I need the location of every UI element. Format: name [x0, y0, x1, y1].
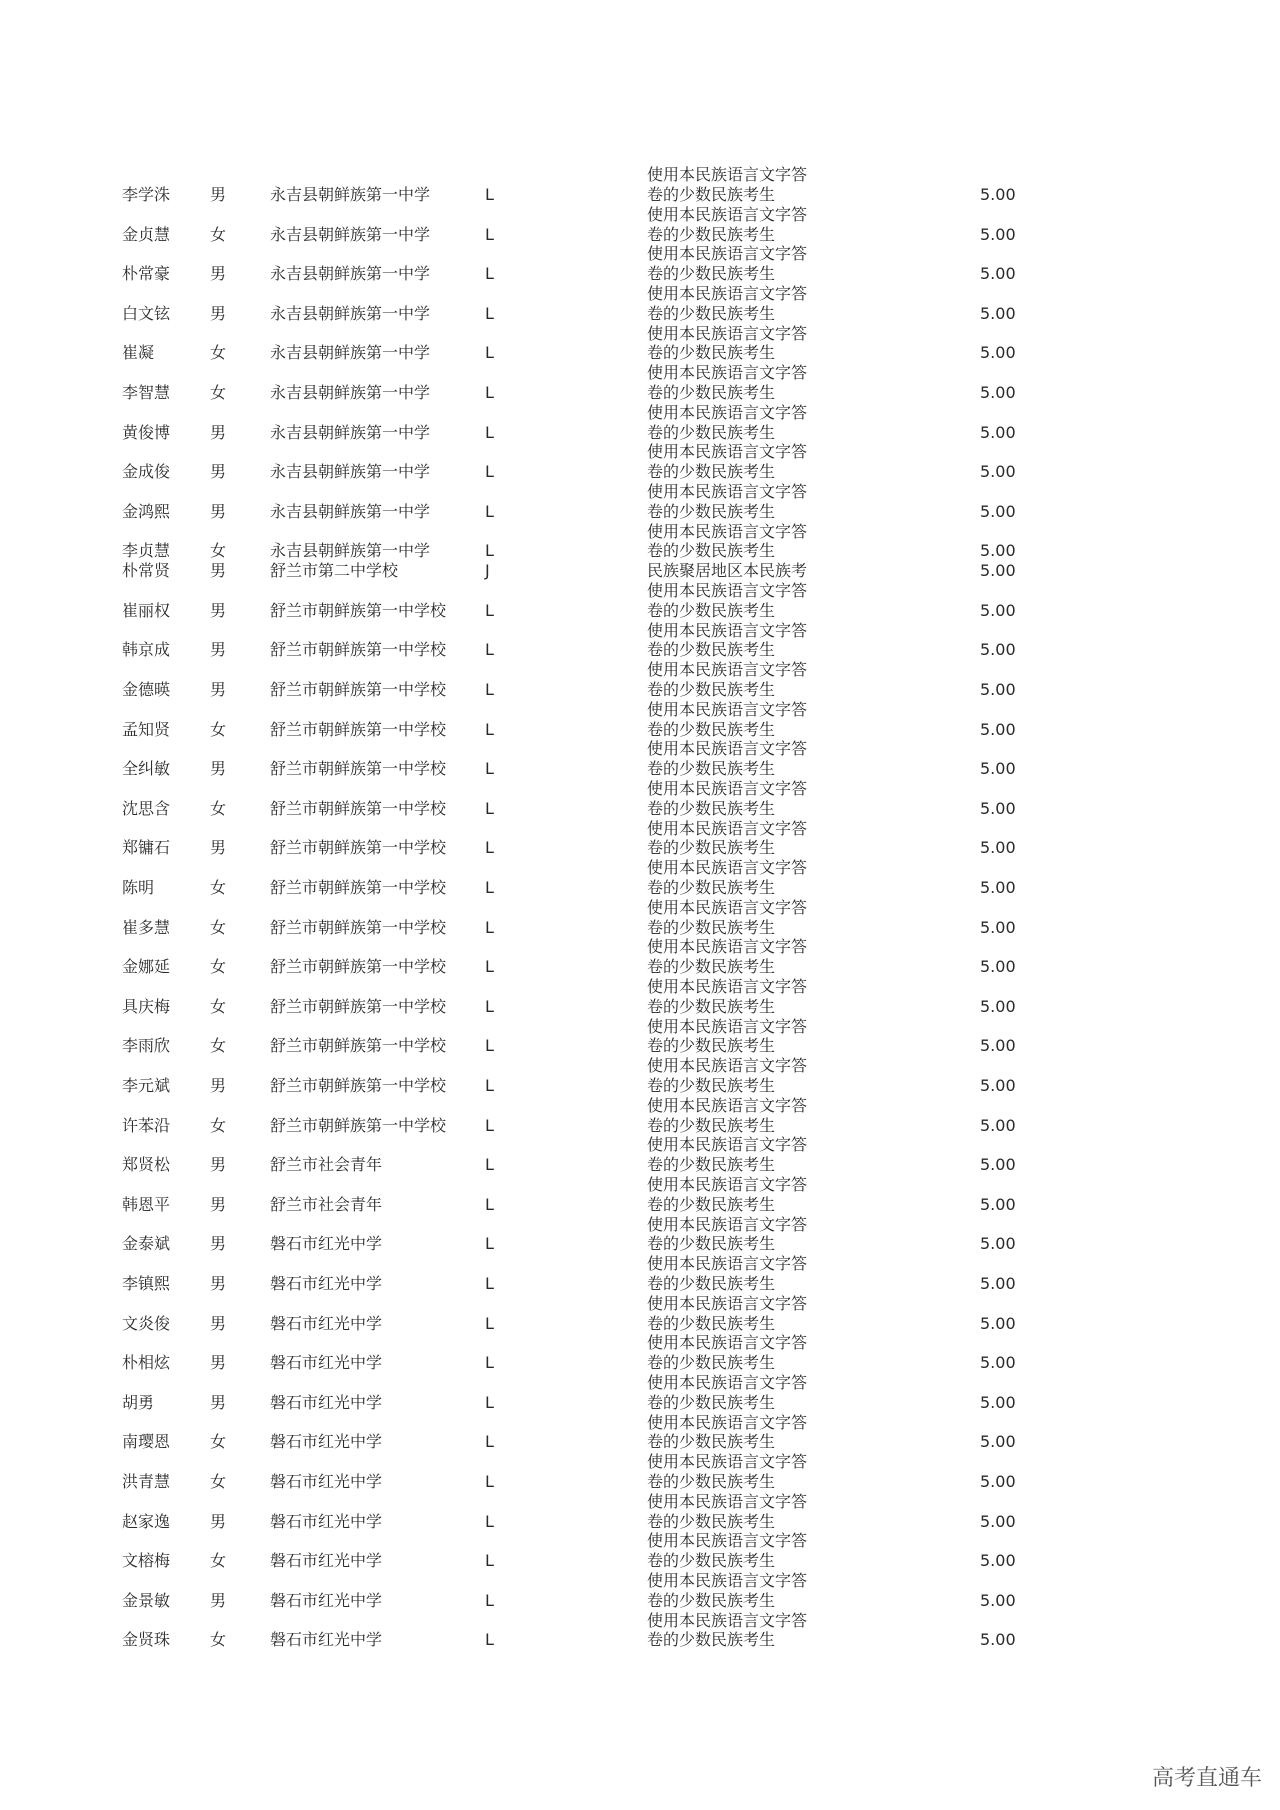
- student-gender: 男: [210, 303, 227, 323]
- student-gender: 男: [210, 462, 227, 482]
- category-code: L: [485, 501, 494, 521]
- bonus-score: 5.00: [980, 501, 1016, 521]
- bonus-score: 5.00: [980, 680, 1016, 699]
- student-gender: 男: [210, 185, 227, 204]
- student-school: 永吉县朝鲜族第一中学: [270, 224, 431, 244]
- student-gender: 男: [210, 561, 227, 581]
- category-line-1: 使用本民族语言文字答: [647, 204, 808, 224]
- student-school: 磐石市红光中学: [270, 1392, 383, 1412]
- category-line-1: 使用本民族语言文字答: [647, 858, 808, 878]
- student-name: 金成俊: [122, 462, 171, 482]
- category-line-2: 卷的少数民族考生: [647, 1551, 776, 1571]
- category-line-2: 卷的少数民族考生: [647, 224, 776, 244]
- student-name: 金德暎: [122, 680, 171, 699]
- category-line-2: 卷的少数民族考生: [647, 1590, 776, 1610]
- student-gender: 男: [210, 1353, 227, 1373]
- category-line-2: 卷的少数民族考生: [647, 501, 776, 521]
- category-line-2: 卷的少数民族考生: [647, 878, 776, 897]
- student-gender: 男: [210, 1234, 227, 1254]
- student-gender: 女: [210, 1551, 227, 1571]
- category-line-2: 卷的少数民族考生: [647, 1194, 776, 1214]
- student-name: 李学洙: [122, 185, 171, 204]
- category-line-1: 使用本民族语言文字答: [647, 1254, 808, 1274]
- watermark-logo: 高考直通车: [1151, 1766, 1262, 1791]
- student-school: 舒兰市朝鲜族第一中学校: [270, 759, 447, 779]
- student-gender: 男: [210, 1155, 227, 1175]
- student-gender: 男: [210, 1274, 227, 1293]
- category-line-2: 卷的少数民族考生: [647, 1472, 776, 1491]
- student-school: 舒兰市朝鲜族第一中学校: [270, 600, 447, 620]
- category-line-2: 卷的少数民族考生: [647, 957, 776, 977]
- student-school: 舒兰市朝鲜族第一中学校: [270, 957, 447, 977]
- student-school: 舒兰市朝鲜族第一中学校: [270, 878, 447, 897]
- bonus-score: 5.00: [980, 600, 1016, 620]
- category-line-1: 使用本民族语言文字答: [647, 1135, 808, 1155]
- student-school: 舒兰市朝鲜族第一中学校: [270, 1036, 447, 1056]
- student-name: 文榕梅: [122, 1551, 171, 1571]
- student-gender: 男: [210, 1076, 227, 1095]
- bonus-score: 5.00: [980, 640, 1016, 660]
- category-line-2: 卷的少数民族考生: [647, 1432, 776, 1452]
- student-name: 黄俊博: [122, 422, 171, 442]
- category-code: L: [485, 917, 494, 937]
- student-gender: 男: [210, 264, 227, 284]
- student-name: 许苯沿: [122, 1115, 171, 1135]
- category-line-2: 卷的少数民族考生: [647, 1274, 776, 1293]
- student-name: 沈思含: [122, 798, 171, 818]
- student-gender: 男: [210, 501, 227, 521]
- category-line-1: 使用本民族语言文字答: [647, 284, 808, 303]
- category-line-1: 使用本民族语言文字答: [647, 739, 808, 759]
- category-code: L: [485, 1076, 494, 1095]
- bonus-score: 5.00: [980, 303, 1016, 323]
- category-line-2: 卷的少数民族考生: [647, 759, 776, 779]
- student-school: 永吉县朝鲜族第一中学: [270, 501, 431, 521]
- category-line-1: 使用本民族语言文字答: [647, 1610, 808, 1630]
- student-school: 舒兰市朝鲜族第一中学校: [270, 838, 447, 858]
- student-gender: 男: [210, 1511, 227, 1531]
- category-line-1: 使用本民族语言文字答: [647, 1491, 808, 1511]
- category-line-1: 使用本民族语言文字答: [647, 897, 808, 917]
- category-code: L: [485, 1353, 494, 1373]
- category-code: L: [485, 1115, 494, 1135]
- category-line-1: 使用本民族语言文字答: [647, 699, 808, 719]
- student-name: 金贤珠: [122, 1630, 171, 1650]
- student-school: 舒兰市朝鲜族第一中学校: [270, 719, 447, 739]
- student-school: 磐石市红光中学: [270, 1511, 383, 1531]
- category-line-1: 使用本民族语言文字答: [647, 937, 808, 957]
- category-line-2: 卷的少数民族考生: [647, 343, 776, 363]
- category-line-1: 使用本民族语言文字答: [647, 1531, 808, 1551]
- bonus-score: 5.00: [980, 1115, 1016, 1135]
- category-code: L: [485, 462, 494, 482]
- bonus-score: 5.00: [980, 541, 1016, 561]
- category-code: J: [485, 561, 490, 581]
- category-line-2: 卷的少数民族考生: [647, 798, 776, 818]
- category-line-2: 卷的少数民族考生: [647, 1115, 776, 1135]
- bonus-score: 5.00: [980, 1313, 1016, 1333]
- student-name: 具庆梅: [122, 996, 171, 1016]
- student-name: 胡勇: [122, 1392, 155, 1412]
- student-school: 舒兰市朝鲜族第一中学校: [270, 1076, 447, 1095]
- bonus-score: 5.00: [980, 759, 1016, 779]
- category-code: L: [485, 600, 494, 620]
- student-name: 朴相炫: [122, 1353, 171, 1373]
- student-name: 崔多慧: [122, 917, 171, 937]
- category-line-1: 使用本民族语言文字答: [647, 402, 808, 422]
- student-name: 崔凝: [122, 343, 155, 363]
- bonus-score: 5.00: [980, 917, 1016, 937]
- student-name: 孟知贤: [122, 719, 171, 739]
- category-line-2: 卷的少数民族考生: [647, 680, 776, 699]
- category-line-2: 卷的少数民族考生: [647, 1036, 776, 1056]
- category-line-1: 使用本民族语言文字答: [647, 620, 808, 640]
- student-school: 永吉县朝鲜族第一中学: [270, 264, 431, 284]
- category-line-2: 卷的少数民族考生: [647, 185, 776, 204]
- bonus-score: 5.00: [980, 996, 1016, 1016]
- category-line-2: 卷的少数民族考生: [647, 541, 776, 561]
- student-name: 文炎俊: [122, 1313, 171, 1333]
- category-line-1: 使用本民族语言文字答: [647, 442, 808, 462]
- student-name: 金贞慧: [122, 224, 171, 244]
- category-code: L: [485, 224, 494, 244]
- student-gender: 男: [210, 422, 227, 442]
- student-school: 永吉县朝鲜族第一中学: [270, 303, 431, 323]
- bonus-score: 5.00: [980, 1392, 1016, 1412]
- bonus-score: 5.00: [980, 1472, 1016, 1491]
- bonus-score: 5.00: [980, 957, 1016, 977]
- student-gender: 男: [210, 680, 227, 699]
- category-code: L: [485, 1036, 494, 1056]
- student-name: 李贞慧: [122, 541, 171, 561]
- bonus-score: 5.00: [980, 224, 1016, 244]
- category-line-2: 卷的少数民族考生: [647, 600, 776, 620]
- student-gender: 女: [210, 343, 227, 363]
- category-line-2: 卷的少数民族考生: [647, 1630, 776, 1650]
- category-code: L: [485, 1432, 494, 1452]
- category-line-2: 卷的少数民族考生: [647, 838, 776, 858]
- student-name: 金娜延: [122, 957, 171, 977]
- category-line-1: 使用本民族语言文字答: [647, 1214, 808, 1234]
- student-school: 舒兰市社会青年: [270, 1155, 383, 1175]
- student-school: 磐石市红光中学: [270, 1551, 383, 1571]
- student-name: 韩恩平: [122, 1194, 171, 1214]
- category-line-1: 使用本民族语言文字答: [647, 1333, 808, 1353]
- student-school: 磐石市红光中学: [270, 1472, 383, 1491]
- student-gender: 女: [210, 224, 227, 244]
- category-line-1: 使用本民族语言文字答: [647, 1452, 808, 1472]
- category-line-2: 卷的少数民族考生: [647, 303, 776, 323]
- category-line-1: 使用本民族语言文字答: [647, 244, 808, 264]
- category-line-1: 使用本民族语言文字答: [647, 1016, 808, 1036]
- category-line-1: 使用本民族语言文字答: [647, 482, 808, 501]
- category-code: L: [485, 1472, 494, 1491]
- category-line-2: 卷的少数民族考生: [647, 462, 776, 482]
- student-school: 磐石市红光中学: [270, 1274, 383, 1293]
- bonus-score: 5.00: [980, 1630, 1016, 1650]
- bonus-score: 5.00: [980, 264, 1016, 284]
- category-code: L: [485, 303, 494, 323]
- category-code: L: [485, 541, 494, 561]
- bonus-score: 5.00: [980, 878, 1016, 897]
- bonus-score: 5.00: [980, 798, 1016, 818]
- category-code: L: [485, 838, 494, 858]
- student-school: 舒兰市朝鲜族第一中学校: [270, 680, 447, 699]
- student-gender: 女: [210, 1432, 227, 1452]
- student-school: 磐石市红光中学: [270, 1353, 383, 1373]
- student-name: 李智慧: [122, 383, 171, 402]
- category-line-2: 卷的少数民族考生: [647, 264, 776, 284]
- student-school: 舒兰市朝鲜族第一中学校: [270, 798, 447, 818]
- category-code: L: [485, 878, 494, 897]
- student-school: 永吉县朝鲜族第一中学: [270, 541, 431, 561]
- category-code: L: [485, 383, 494, 402]
- bonus-score: 5.00: [980, 1234, 1016, 1254]
- category-code: L: [485, 1155, 494, 1175]
- category-code: L: [485, 1313, 494, 1333]
- bonus-score: 5.00: [980, 1590, 1016, 1610]
- student-gender: 男: [210, 1392, 227, 1412]
- student-gender: 女: [210, 383, 227, 402]
- category-code: L: [485, 798, 494, 818]
- student-name: 金景敏: [122, 1590, 171, 1610]
- student-school: 磐石市红光中学: [270, 1630, 383, 1650]
- category-code: L: [485, 1590, 494, 1610]
- category-line-1: 使用本民族语言文字答: [647, 1293, 808, 1313]
- student-name: 郑镛石: [122, 838, 171, 858]
- student-gender: 女: [210, 541, 227, 561]
- category-line-2: 卷的少数民族考生: [647, 719, 776, 739]
- category-line-1: 使用本民族语言文字答: [647, 1412, 808, 1432]
- category-code: L: [485, 264, 494, 284]
- category-line-2: 卷的少数民族考生: [647, 996, 776, 1016]
- category-code: L: [485, 759, 494, 779]
- category-line-2: 卷的少数民族考生: [647, 1511, 776, 1531]
- student-school: 舒兰市朝鲜族第一中学校: [270, 640, 447, 660]
- bonus-score: 5.00: [980, 1274, 1016, 1293]
- bonus-score: 5.00: [980, 1432, 1016, 1452]
- student-name: 韩京成: [122, 640, 171, 660]
- student-gender: 女: [210, 1472, 227, 1491]
- category-line-2: 卷的少数民族考生: [647, 1076, 776, 1095]
- student-gender: 女: [210, 917, 227, 937]
- bonus-score: 5.00: [980, 1353, 1016, 1373]
- category-code: L: [485, 719, 494, 739]
- category-code: L: [485, 1630, 494, 1650]
- category-line-1: 使用本民族语言文字答: [647, 1373, 808, 1392]
- category-line-2: 卷的少数民族考生: [647, 640, 776, 660]
- category-line-1: 使用本民族语言文字答: [647, 363, 808, 383]
- student-school: 磐石市红光中学: [270, 1432, 383, 1452]
- student-gender: 女: [210, 1036, 227, 1056]
- student-name: 陈明: [122, 878, 155, 897]
- category-code: L: [485, 680, 494, 699]
- category-line-1: 使用本民族语言文字答: [647, 521, 808, 541]
- bonus-score: 5.00: [980, 343, 1016, 363]
- category-code: L: [485, 996, 494, 1016]
- student-school: 永吉县朝鲜族第一中学: [270, 383, 431, 402]
- student-school: 舒兰市第二中学校: [270, 561, 399, 581]
- bonus-score: 5.00: [980, 185, 1016, 204]
- student-name: 金泰斌: [122, 1234, 171, 1254]
- student-school: 磐石市红光中学: [270, 1590, 383, 1610]
- category-line-1: 使用本民族语言文字答: [647, 977, 808, 996]
- student-name: 赵家逸: [122, 1511, 171, 1531]
- category-line-2: 卷的少数民族考生: [647, 383, 776, 402]
- bonus-score: 5.00: [980, 838, 1016, 858]
- category-line-1: 使用本民族语言文字答: [647, 779, 808, 798]
- category-code: L: [485, 1234, 494, 1254]
- category-line-2: 卷的少数民族考生: [647, 1155, 776, 1175]
- student-gender: 男: [210, 600, 227, 620]
- category-line-1: 使用本民族语言文字答: [647, 818, 808, 838]
- bonus-score: 5.00: [980, 1194, 1016, 1214]
- bonus-score: 5.00: [980, 462, 1016, 482]
- category-line-2: 卷的少数民族考生: [647, 1234, 776, 1254]
- bonus-score: 5.00: [980, 1155, 1016, 1175]
- category-code: L: [485, 1194, 494, 1214]
- category-line-1: 民族聚居地区本民族考: [647, 561, 808, 581]
- category-code: L: [485, 957, 494, 977]
- category-code: L: [485, 640, 494, 660]
- category-code: L: [485, 343, 494, 363]
- student-gender: 女: [210, 719, 227, 739]
- bonus-score: 5.00: [980, 383, 1016, 402]
- student-gender: 女: [210, 996, 227, 1016]
- category-line-1: 使用本民族语言文字答: [647, 1056, 808, 1076]
- student-school: 舒兰市朝鲜族第一中学校: [270, 1115, 447, 1135]
- student-gender: 女: [210, 1630, 227, 1650]
- student-gender: 女: [210, 878, 227, 897]
- student-school: 舒兰市朝鲜族第一中学校: [270, 917, 447, 937]
- bonus-score: 5.00: [980, 1511, 1016, 1531]
- category-line-1: 使用本民族语言文字答: [647, 581, 808, 600]
- student-gender: 女: [210, 1115, 227, 1135]
- bonus-score: 5.00: [980, 719, 1016, 739]
- category-line-1: 使用本民族语言文字答: [647, 1571, 808, 1590]
- category-line-1: 使用本民族语言文字答: [647, 323, 808, 343]
- category-code: L: [485, 422, 494, 442]
- student-school: 永吉县朝鲜族第一中学: [270, 185, 431, 204]
- student-name: 李元斌: [122, 1076, 171, 1095]
- student-gender: 男: [210, 838, 227, 858]
- category-code: L: [485, 1551, 494, 1571]
- student-name: 南璎恩: [122, 1432, 171, 1452]
- student-gender: 女: [210, 957, 227, 977]
- student-school: 磐石市红光中学: [270, 1234, 383, 1254]
- category-code: L: [485, 1392, 494, 1412]
- student-school: 永吉县朝鲜族第一中学: [270, 422, 431, 442]
- student-school: 磐石市红光中学: [270, 1313, 383, 1333]
- bonus-score: 5.00: [980, 1036, 1016, 1056]
- student-gender: 女: [210, 798, 227, 818]
- category-line-2: 卷的少数民族考生: [647, 1392, 776, 1412]
- student-gender: 男: [210, 640, 227, 660]
- category-code: L: [485, 185, 494, 204]
- student-name: 李镇熙: [122, 1274, 171, 1293]
- student-name: 李雨欣: [122, 1036, 171, 1056]
- category-line-2: 卷的少数民族考生: [647, 917, 776, 937]
- student-name: 崔丽权: [122, 600, 171, 620]
- student-gender: 男: [210, 759, 227, 779]
- student-school: 舒兰市朝鲜族第一中学校: [270, 996, 447, 1016]
- category-line-2: 卷的少数民族考生: [647, 1353, 776, 1373]
- category-line-1: 使用本民族语言文字答: [647, 1095, 808, 1115]
- category-code: L: [485, 1511, 494, 1531]
- category-code: L: [485, 1274, 494, 1293]
- student-name: 金鸿熙: [122, 501, 171, 521]
- student-gender: 男: [210, 1590, 227, 1610]
- student-name: 白文铉: [122, 303, 171, 323]
- category-line-1: 使用本民族语言文字答: [647, 1175, 808, 1194]
- student-school: 永吉县朝鲜族第一中学: [270, 343, 431, 363]
- student-name: 朴常贤: [122, 561, 171, 581]
- category-line-1: 使用本民族语言文字答: [647, 660, 808, 680]
- student-name: 朴常豪: [122, 264, 171, 284]
- student-school: 舒兰市社会青年: [270, 1194, 383, 1214]
- bonus-score: 5.00: [980, 422, 1016, 442]
- bonus-score: 5.00: [980, 561, 1016, 581]
- bonus-score: 5.00: [980, 1076, 1016, 1095]
- category-line-2: 卷的少数民族考生: [647, 1313, 776, 1333]
- category-line-2: 卷的少数民族考生: [647, 422, 776, 442]
- category-line-1: 使用本民族语言文字答: [647, 165, 808, 185]
- student-name: 郑贤松: [122, 1155, 171, 1175]
- bonus-score: 5.00: [980, 1551, 1016, 1571]
- student-name: 洪青慧: [122, 1472, 171, 1491]
- student-gender: 男: [210, 1194, 227, 1214]
- student-school: 永吉县朝鲜族第一中学: [270, 462, 431, 482]
- student-name: 全纠敏: [122, 759, 171, 779]
- student-gender: 男: [210, 1313, 227, 1333]
